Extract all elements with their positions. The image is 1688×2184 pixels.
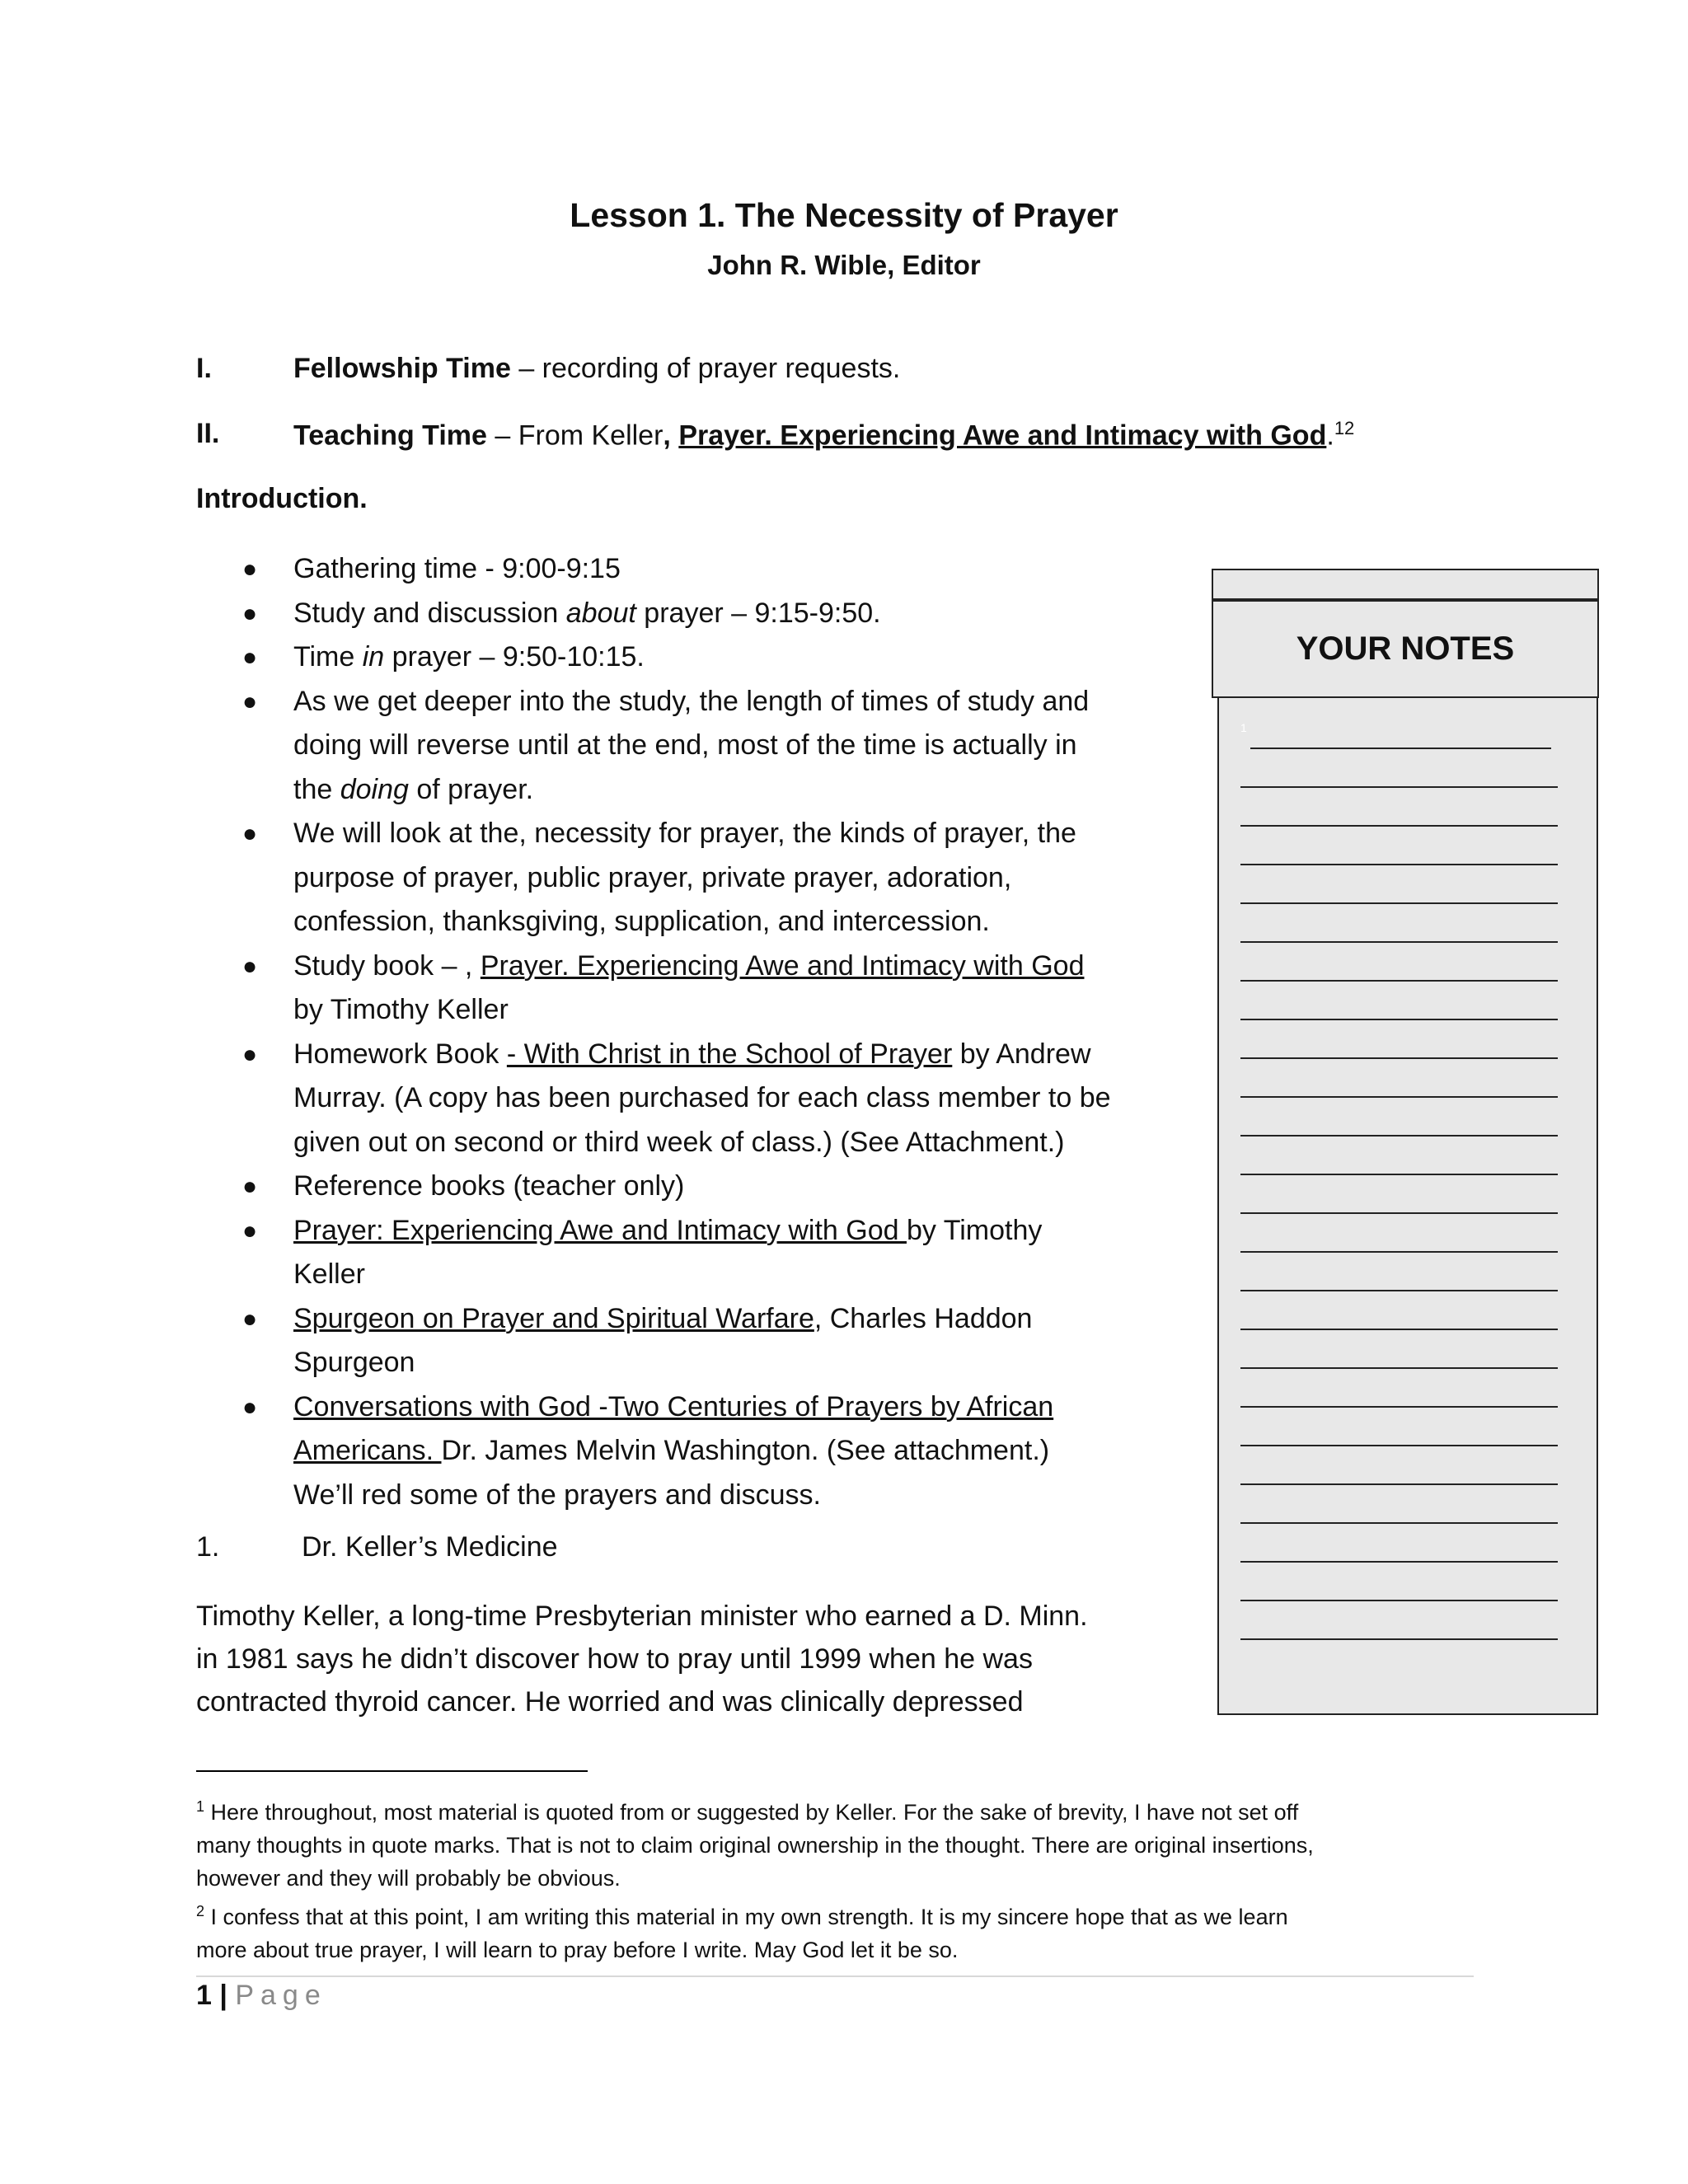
item-text: by Timothy Keller (293, 994, 509, 1025)
notes-title: YOUR NOTES (1212, 600, 1599, 698)
item-text: , Charles Haddon (814, 1302, 1033, 1334)
note-line[interactable] (1240, 1251, 1558, 1253)
bullet-icon: ● (242, 555, 258, 583)
item-text: We’ll red some of the prayers and discuss. (293, 1479, 821, 1511)
item-text: confession, thanksgiving, supplication, and intercession. (293, 906, 990, 937)
item-text: by Timothy (906, 1214, 1043, 1246)
book-title-link[interactable]: Prayer. Experiencing Awe and Intimacy with God (480, 949, 1085, 982)
page-label: Page (235, 1980, 327, 2011)
section-number: I. (196, 353, 212, 384)
note-line[interactable] (1240, 1406, 1558, 1408)
bullet-icon: ● (242, 952, 258, 980)
introduction-heading: Introduction. (196, 483, 368, 514)
bullet-icon: ● (242, 687, 258, 715)
footnote-number: 1 (196, 1798, 205, 1815)
notes-area[interactable] (1217, 698, 1598, 1715)
list-item (196, 1297, 1198, 1385)
list-item (196, 1385, 1198, 1518)
item-emphasis: doing (340, 773, 409, 805)
note-line[interactable] (1240, 1135, 1558, 1137)
footnotes (196, 1790, 1482, 1966)
note-line[interactable] (1240, 1019, 1558, 1020)
bullet-icon: ● (242, 1040, 258, 1068)
item-text: Study and discussion (293, 597, 566, 629)
period: . (1326, 419, 1334, 452)
footnote-text: however and they will probably be obvious. (196, 1866, 621, 1891)
page-footer-rule (196, 1975, 1474, 1977)
note-line[interactable] (1240, 786, 1558, 788)
footnote-number: 2 (196, 1903, 205, 1919)
book-title-link[interactable]: Americans. (293, 1435, 442, 1466)
paragraph-line: Timothy Keller, a long-time Presbyterian minister who earned a D. Minn. (196, 1601, 1088, 1632)
note-line[interactable] (1240, 1445, 1558, 1446)
note-line[interactable] (1240, 1638, 1558, 1640)
list-item (196, 592, 1198, 636)
note-line[interactable] (1240, 1290, 1558, 1291)
bullet-icon: ● (242, 1216, 258, 1244)
heading-number: 1. (196, 1531, 220, 1563)
note-line[interactable] (1240, 1057, 1558, 1059)
book-title-link[interactable]: - With Christ in the School of Prayer (506, 1038, 953, 1070)
note-line[interactable] (1250, 748, 1551, 749)
section-label: Fellowship Time (293, 353, 511, 384)
body-paragraph (196, 1595, 1210, 1723)
item-text: We will look at the, necessity for prayer, the kinds of prayer, the (293, 818, 1076, 849)
item-emphasis: in (362, 641, 385, 673)
item-text: As we get deeper into the study, the length of times of study and (293, 685, 1090, 717)
item-text: Homework Book (293, 1038, 507, 1070)
item-text: doing will reverse until at the end, most of the time is actually in (293, 729, 1077, 761)
note-line[interactable] (1240, 1522, 1558, 1524)
note-line[interactable] (1240, 1561, 1558, 1563)
section-text: – recording of prayer requests. (510, 353, 901, 384)
footnote-text: Here throughout, most material is quoted from or suggested by Keller. For the sake of brevity, I have not set off (204, 1800, 1299, 1825)
item-text: Time (293, 641, 363, 673)
item-text: prayer – 9:15-9:50. (635, 597, 881, 629)
item-text: purpose of prayer, public prayer, private prayer, adoration, (293, 861, 1012, 893)
list-item (196, 547, 1198, 592)
list-item (196, 1209, 1198, 1297)
note-line[interactable] (1240, 980, 1558, 982)
note-line[interactable] (1240, 1367, 1558, 1369)
bullet-list (196, 547, 1198, 1517)
list-item (196, 680, 1198, 813)
heading-text: Dr. Keller’s Medicine (302, 1531, 558, 1563)
page-number: 1 (196, 1980, 212, 2011)
item-text: Study book – , (293, 949, 473, 982)
bullet-icon: ● (242, 1393, 258, 1421)
note-line[interactable] (1240, 825, 1558, 827)
book-title-link[interactable]: Prayer. Experiencing Awe and Intimacy with God (678, 419, 1327, 452)
item-emphasis: about (565, 597, 636, 629)
item-text: of prayer. (408, 773, 534, 805)
page-separator: | (211, 1980, 236, 2011)
list-item (196, 1165, 1198, 1209)
item-text: given out on second or third week of class.) (See Attachment.) (293, 1126, 1065, 1158)
item-text: Spurgeon (293, 1347, 415, 1378)
book-title-link[interactable]: Conversations with God -Two Centuries of Prayers by African (293, 1390, 1054, 1422)
bullet-icon: ● (242, 1173, 258, 1200)
note-line[interactable] (1240, 864, 1558, 865)
notes-tiny-mark: 1 (1240, 721, 1247, 734)
section-label: Teaching Time (293, 419, 487, 452)
bullet-icon: ● (242, 599, 258, 627)
notes-top-strip (1212, 569, 1599, 600)
note-line[interactable] (1240, 941, 1558, 943)
footnote-text: I confess that at this point, I am writing this material in my own strength. It is my sincere hope that as we learn (204, 1905, 1288, 1929)
note-line[interactable] (1240, 1329, 1558, 1330)
footnote-separator (196, 1770, 588, 1772)
lesson-title: Lesson 1. The Necessity of Prayer (570, 196, 1118, 234)
item-text: Gathering time - 9:00-9:15 (293, 553, 621, 584)
note-line[interactable] (1240, 1483, 1558, 1485)
item-text: Reference books (teacher only) (293, 1170, 685, 1202)
section-text: – From Keller (486, 419, 663, 452)
note-line[interactable] (1240, 902, 1558, 904)
item-text: prayer – 9:50-10:15. (384, 641, 645, 673)
book-title-link[interactable]: Prayer: Experiencing Awe and Intimacy with God (293, 1214, 907, 1246)
list-item (196, 1033, 1198, 1165)
footnote-text: many thoughts in quote marks. That is not to claim original ownership in the thought. There are original insertions, (196, 1833, 1314, 1858)
book-title-link[interactable]: Spurgeon on Prayer and Spiritual Warfare (293, 1302, 814, 1334)
bullet-icon: ● (242, 1305, 258, 1333)
bullet-icon: ● (242, 820, 258, 847)
footnote-text: more about true prayer, I will learn to pray before I write. May God let it be so. (196, 1938, 959, 1962)
note-line[interactable] (1240, 1212, 1558, 1214)
editor-line: John R. Wible, Editor (707, 250, 981, 280)
item-text: Dr. James Melvin Washington. (See attachment.) (441, 1435, 1050, 1466)
item-text: by Andrew (952, 1038, 1091, 1070)
list-item (196, 635, 1198, 680)
list-item (196, 944, 1198, 1033)
item-text: Keller (293, 1258, 365, 1290)
paragraph-line: contracted thyroid cancer. He worried and was clinically depressed (196, 1686, 1024, 1718)
page-footer (196, 1980, 327, 2012)
comma: , (663, 419, 671, 452)
paragraph-line: in 1981 says he didn’t discover how to pray until 1999 when he was (196, 1643, 1033, 1675)
footnote-ref[interactable]: 12 (1334, 418, 1355, 438)
note-line[interactable] (1240, 1600, 1558, 1601)
note-line[interactable] (1240, 1096, 1558, 1098)
bullet-icon: ● (242, 644, 258, 671)
item-text: Murray. (A copy has been purchased for each class member to be (293, 1082, 1111, 1113)
item-text: the (293, 773, 340, 805)
section-number: II. (196, 418, 220, 449)
list-item (196, 812, 1198, 944)
note-line[interactable] (1240, 1174, 1558, 1175)
